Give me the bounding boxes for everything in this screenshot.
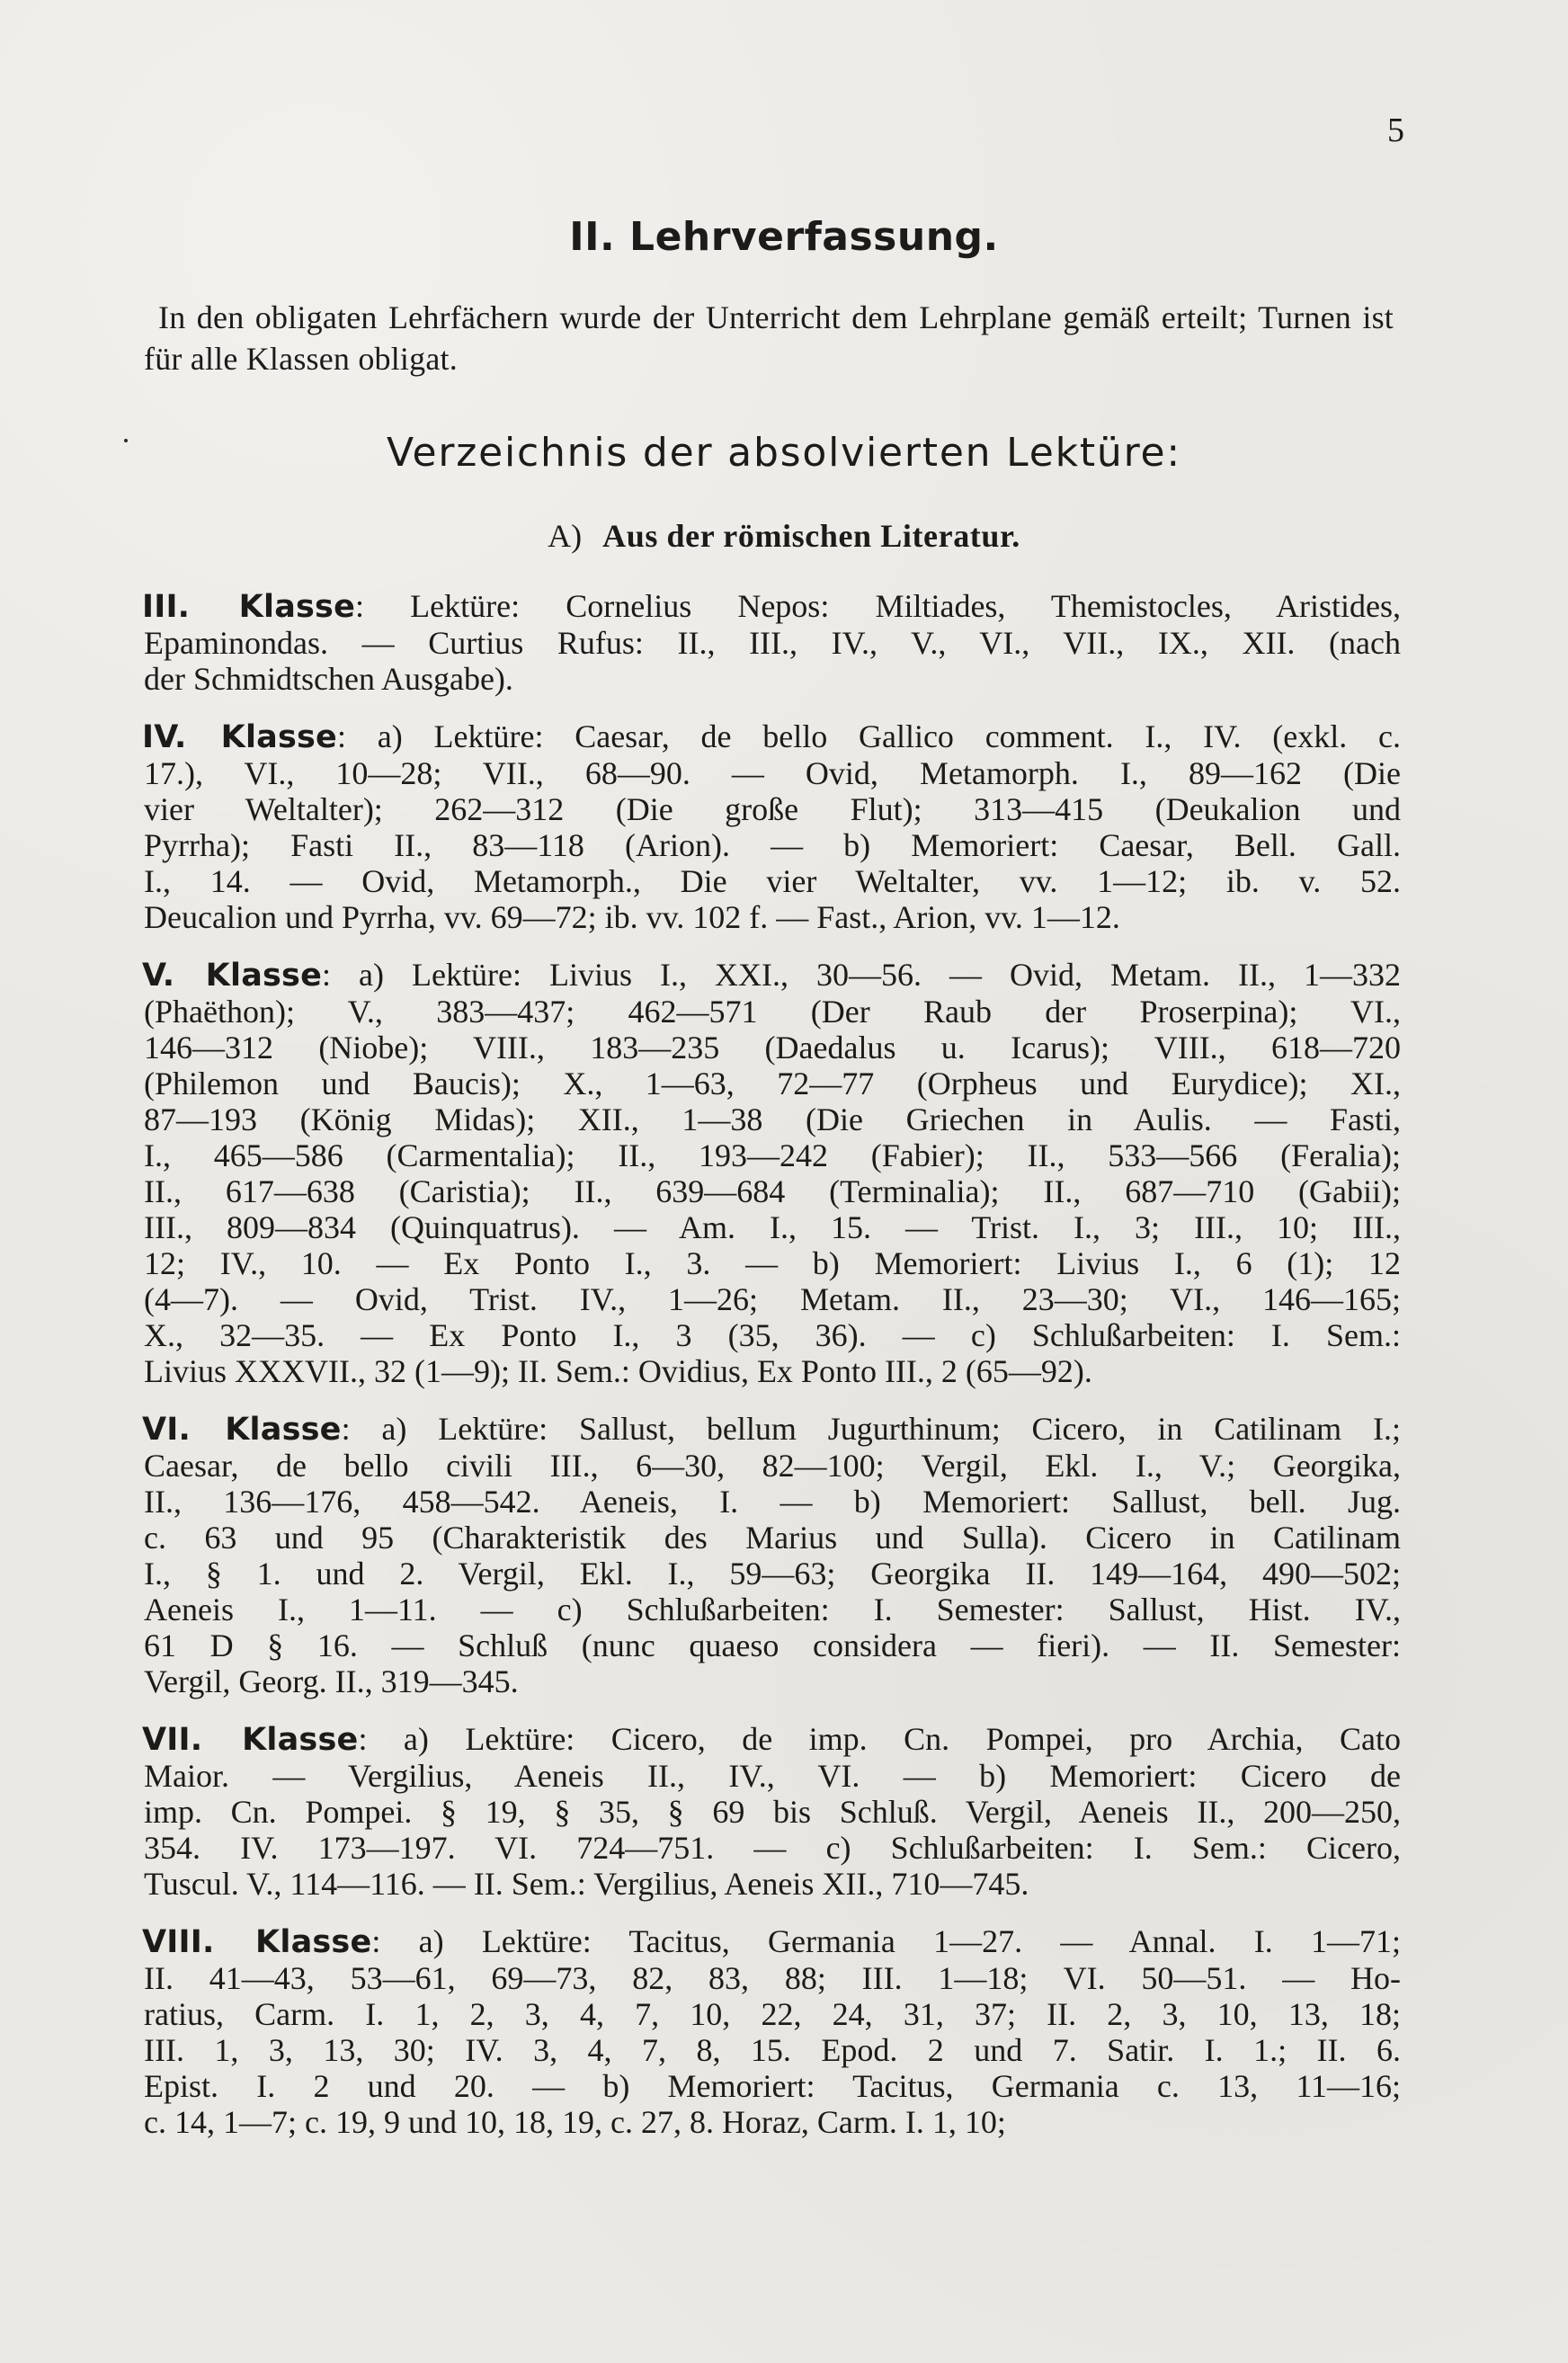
entry-line: Livius XXXVII., 32 (1—9); II. Sem.: Ovidius, Ex Ponto III., 2 (65—92).: [144, 1353, 1092, 1389]
entry-line: [144, 1721, 1401, 1758]
entry-line-text: : a) Lektüre: Sallust, bellum Jugurthinum; Cicero, in Catilinam I.;: [341, 1411, 1402, 1447]
entry-line: I., § 1. und 2. Vergil, Ekl. I., 59—63; Georgika II. 149—164, 490—502;: [144, 1556, 1401, 1592]
entry-line: ratius, Carm. I. 1, 2, 3, 4, 7, 10, 22, 24, 31, 37; II. 2, 3, 10, 13, 18;: [144, 1996, 1401, 2032]
entry-line: II., 617—638 (Caristia); II., 639—684 (Terminalia); II., 687—710 (Gabii);: [144, 1173, 1401, 1209]
section-heading: II. Lehrverfassung.: [569, 214, 999, 260]
main-heading: Verzeichnis der absolvierten Lektüre:: [386, 430, 1182, 476]
entry-line: c. 14, 1—7; c. 19, 9 und 10, 18, 19, c. 27, 8. Horaz, Carm. I. 1, 10;: [144, 2104, 1006, 2140]
entry-line: (Philemon und Baucis); X., 1—63, 72—77 (Orpheus und Eurydice); XI.,: [144, 1066, 1401, 1101]
entry-line-text: : Lektüre: Cornelius Nepos: Miltiades, Themistocles, Aristides,: [355, 588, 1401, 624]
entry-line: [144, 1411, 1401, 1448]
entry-line: Maior. — Vergilius, Aeneis II., IV., VI. — b) Memoriert: Cicero de: [144, 1758, 1401, 1794]
entry-line: I., 465—586 (Carmentalia); II., 193—242 (Fabier); II., 533—566 (Feralia);: [144, 1137, 1401, 1173]
class-entry-v: [144, 957, 1401, 1389]
entry-line-text: : a) Lektüre: Cicero, de imp. Cn. Pompei, pro Archia, Cato: [358, 1721, 1402, 1757]
sub-heading-prefix: A): [548, 518, 583, 554]
reading-list: [144, 588, 1401, 2162]
entry-line: (Phaëthon); V., 383—437; 462—571 (Der Raub der Proserpina); VI.,: [144, 994, 1401, 1030]
class-entry-iii: [144, 588, 1401, 697]
entry-line: der Schmidtschen Ausgabe).: [144, 661, 513, 697]
page-number: 5: [1387, 111, 1404, 149]
entry-line: Aeneis I., 1—11. — c) Schlußarbeiten: I. Semester: Sallust, Hist. IV.,: [144, 1592, 1401, 1627]
entry-line: 146—312 (Niobe); VIII., 183—235 (Daedalus u. Icarus); VIII., 618—720: [144, 1030, 1401, 1066]
entry-line: Epist. I. 2 und 20. — b) Memoriert: Tacitus, Germania c. 13, 11—16;: [144, 2068, 1401, 2104]
entry-line: Caesar, de bello civili III., 6—30, 82—100; Vergil, Ekl. I., V.; Georgika,: [144, 1448, 1401, 1484]
entry-line: I., 14. — Ovid, Metamorph., Die vier Weltalter, vv. 1—12; ib. v. 52.: [144, 863, 1401, 899]
entry-line: 87—193 (König Midas); XII., 1—38 (Die Griechen in Aulis. — Fasti,: [144, 1101, 1401, 1137]
entry-line: 354. IV. 173—197. VI. 724—751. — c) Schlußarbeiten: I. Sem.: Cicero,: [144, 1830, 1401, 1866]
entry-line: Pyrrha); Fasti II., 83—118 (Arion). — b) Memoriert: Caesar, Bell. Gall.: [144, 827, 1401, 863]
sub-heading: [0, 520, 1568, 552]
intro-paragraph: In den obligaten Lehrfächern wurde der Unterricht dem Lehrplane gemäß erteilt; Turnen ist für alle Klassen obligat.: [144, 299, 1394, 377]
class-label: VI. Klasse: [142, 1412, 342, 1448]
class-label: IV. Klasse: [142, 719, 337, 755]
entry-line: vier Weltalter); 262—312 (Die große Flut); 313—415 (Deukalion und: [144, 791, 1401, 827]
entry-line: X., 32—35. — Ex Ponto I., 3 (35, 36). — c) Schlußarbeiten: I. Sem.:: [144, 1317, 1401, 1353]
entry-line: III., 809—834 (Quinquatrus). — Am. I., 15. — Trist. I., 3; III., 10; III.,: [144, 1209, 1401, 1245]
sub-heading-title: Aus der römischen Literatur.: [602, 518, 1020, 554]
entry-line: Epaminondas. — Curtius Rufus: II., III., IV., V., VI., VII., IX., XII. (nach: [144, 625, 1401, 661]
entry-line: Tuscul. V., 114—116. — II. Sem.: Vergilius, Aeneis XII., 710—745.: [144, 1866, 1029, 1902]
entry-line: Deucalion und Pyrrha, vv. 69—72; ib. vv. 102 f. — Fast., Arion, vv. 1—12.: [144, 899, 1120, 935]
entry-line: 12; IV., 10. — Ex Ponto I., 3. — b) Memoriert: Livius I., 6 (1); 12: [144, 1245, 1401, 1281]
entry-line: c. 63 und 95 (Charakteristik des Marius und Sulla). Cicero in Catilinam: [144, 1520, 1401, 1556]
class-entry-iv: [144, 718, 1401, 935]
entry-line: (4—7). — Ovid, Trist. IV., 1—26; Metam. II., 23—30; VI., 146—165;: [144, 1281, 1401, 1317]
entry-line-text: : a) Lektüre: Tacitus, Germania 1—27. — Annal. I. 1—71;: [371, 1923, 1401, 1959]
entry-line: imp. Cn. Pompei. § 19, § 35, § 69 bis Schluß. Vergil, Aeneis II., 200—250,: [144, 1794, 1401, 1830]
class-label: III. Klasse: [142, 589, 356, 625]
entry-line: Vergil, Georg. II., 319—345.: [144, 1663, 519, 1699]
entry-line: [144, 718, 1401, 755]
class-label: VIII. Klasse: [142, 1924, 372, 1960]
class-label: VII. Klasse: [142, 1722, 359, 1758]
class-entry-viii: [144, 1923, 1401, 2140]
entry-line-text: : a) Lektüre: Livius I., XXI., 30—56. — Ovid, Metam. II., 1—332: [322, 957, 1401, 993]
entry-line: 17.), VI., 10—28; VII., 68—90. — Ovid, Metamorph. I., 89—162 (Die: [144, 755, 1401, 791]
entry-line: [144, 957, 1401, 994]
class-entry-vii: [144, 1721, 1401, 1902]
class-label: V. Klasse: [142, 958, 323, 994]
entry-line: II. 41—43, 53—61, 69—73, 82, 83, 88; III. 1—18; VI. 50—51. — Ho-: [144, 1960, 1401, 1996]
entry-line: [144, 1923, 1401, 1960]
class-entry-vi: [144, 1411, 1401, 1699]
entry-line: 61 D § 16. — Schluß (nunc quaeso considera — fieri). — II. Semester:: [144, 1627, 1401, 1663]
entry-line: II., 136—176, 458—542. Aeneis, I. — b) Memoriert: Sallust, bell. Jug.: [144, 1484, 1401, 1520]
entry-line: [144, 588, 1401, 625]
entry-line-text: : a) Lektüre: Caesar, de bello Gallico comment. I., IV. (exkl. c.: [337, 718, 1402, 754]
entry-line: III. 1, 3, 13, 30; IV. 3, 4, 7, 8, 15. Epod. 2 und 7. Satir. I. 1.; II. 6.: [144, 2032, 1401, 2068]
